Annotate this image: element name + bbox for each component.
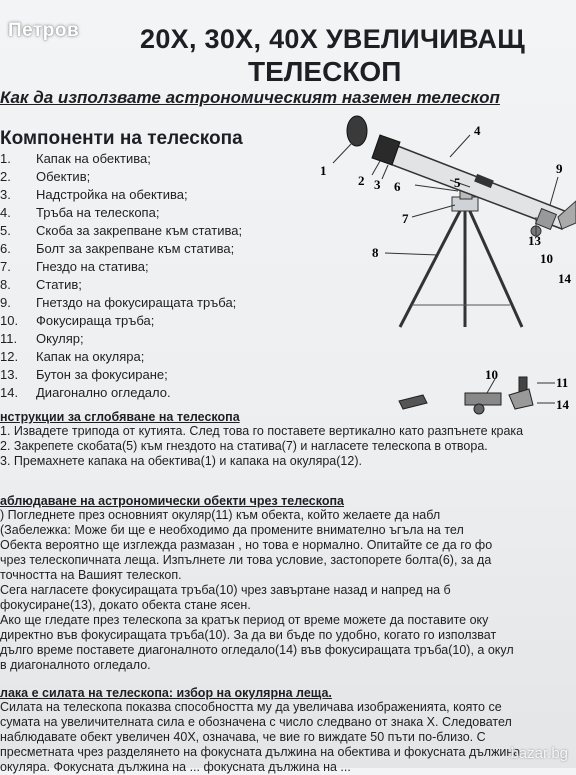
component-label: Бутон за фокусиране; <box>36 367 168 382</box>
component-item <box>0 222 242 240</box>
observation-line: директно във фокусиращата тръба(10). За да ви бъде по удобно, когато го използват <box>0 628 497 642</box>
component-item <box>0 204 242 222</box>
component-label: Статив; <box>36 277 82 292</box>
component-label: Диагонално огледало. <box>36 385 171 400</box>
diagram-label-2: 2 <box>358 173 365 188</box>
observation-line: ) Погледнете през основният окуляр(11) към обекта, който желаете да набл <box>0 508 441 522</box>
accessory-label-11: 11 <box>556 375 569 390</box>
component-number: 14. <box>0 385 19 400</box>
diagram-label-6: 6 <box>394 179 401 194</box>
diagram-label-14: 14 <box>558 271 571 286</box>
component-label: Болт за закрепване към статива; <box>36 241 235 256</box>
components-list <box>0 150 242 402</box>
assembly-line: 1. Извадете трипода от кутията. След това го поставете вертикално като разпънете крака <box>0 424 524 438</box>
component-number: 7. <box>0 259 11 274</box>
component-number: 3. <box>0 187 11 202</box>
observation-instructions <box>0 508 514 673</box>
component-label: Фокусираща тръба; <box>36 313 155 328</box>
component-item <box>0 258 242 276</box>
components-heading: Компоненти на телескопа <box>0 128 243 149</box>
component-number: 8. <box>0 277 11 292</box>
assembly-heading: нструкции за сглобяване на телескопа <box>0 410 240 424</box>
component-item <box>0 294 242 312</box>
observation-line: фокусиране(13), докато обекта стане ясен. <box>0 598 251 612</box>
component-number: 4. <box>0 205 11 220</box>
component-label: Надстройка на обектива; <box>36 187 188 202</box>
component-item <box>0 330 242 348</box>
component-label: Капак на окуляра; <box>36 349 145 364</box>
diagram-label-10: 10 <box>540 251 553 266</box>
diagram-label-13: 13 <box>528 233 541 248</box>
observation-line: точността на Вашият телескоп. <box>0 568 182 582</box>
diagram-label-1: 1 <box>320 163 327 178</box>
page-title-line2: ТЕЛЕСКОП <box>248 56 402 87</box>
document-subtitle: Как да използвате астрономическият наземен телескоп <box>0 88 500 107</box>
component-item <box>0 186 242 204</box>
component-item <box>0 240 242 258</box>
tripod-leg-right <box>468 207 522 327</box>
power-line: пресметната чрез разделянето на фокусната дължина на обектива и фокусната дължина <box>0 745 521 759</box>
power-line: Силата на телескопа показва способността му да увеличава изображенията, която се <box>0 700 502 714</box>
component-item <box>0 150 242 168</box>
telescope-diagram <box>300 105 576 405</box>
diagram-label-3: 3 <box>374 177 381 192</box>
diagram-label-4: 4 <box>474 123 481 138</box>
power-heading: лака е силата на телескопа: избор на окулярна леща. <box>0 686 332 700</box>
component-number: 2. <box>0 169 11 184</box>
component-item <box>0 348 242 366</box>
observation-line: (Забележка: Може би ще е необходимо да промените внимателно ъгъла на тел <box>0 523 464 537</box>
observation-heading: аблюдаване на астрономически обекти чрез телескопа <box>0 494 344 508</box>
focusing-tube-part <box>465 393 501 405</box>
component-number: 9. <box>0 295 11 310</box>
diagram-label-5: 5 <box>454 175 461 190</box>
page-title: 20X, 30X, 40X УВЕЛИЧИВАЩ <box>140 24 526 54</box>
component-number: 13. <box>0 367 19 382</box>
power-text <box>0 700 520 775</box>
assembly-line: 3. Премахнете капака на обектива(1) и капака на окуляра(12). <box>0 454 362 468</box>
observation-line: дълго време поставете диагоналното огледало(14) във фокусиращата тръба(10), а окул <box>0 643 514 657</box>
accessory-label-14: 14 <box>556 397 569 412</box>
component-item <box>0 312 242 330</box>
component-label: Гнетздо на фокусиращата тръба; <box>36 295 237 310</box>
component-number: 12. <box>0 349 19 364</box>
watermark: bazar.bg <box>510 745 568 762</box>
component-item <box>0 366 242 384</box>
diagram-label-9: 9 <box>556 161 563 176</box>
seller-name-badge: Петров <box>8 20 80 41</box>
lens-cap <box>347 116 367 146</box>
observation-line: в диагоналното огледало. <box>0 658 151 672</box>
diagram-label-7: 7 <box>402 211 409 226</box>
component-item <box>0 384 242 402</box>
component-label: Скоба за закрепване към статива; <box>36 223 243 238</box>
component-number: 6. <box>0 241 11 256</box>
component-label: Гнездо на статива; <box>36 259 149 274</box>
diagonal-mirror-small <box>399 395 427 409</box>
power-line: сумата на увеличителната сила е обозначена с число следвано от знака X. Следовател <box>0 715 512 729</box>
accessory-label-10: 10 <box>485 367 498 382</box>
assembly-instructions <box>0 424 523 469</box>
power-line: наблюдавате обект увеличен 40X, означава, че вие го виждате 50 пъти по-близо. С <box>0 730 486 744</box>
component-item <box>0 276 242 294</box>
observation-line: Сега нагласете фокусиращата тръба(10) чрез завъртане назад и напред на б <box>0 583 451 597</box>
observation-line: Ако ще гледате през телескопа за кратък период от време можете да поставите оку <box>0 613 489 627</box>
observation-line: Обекта вероятно ще изглежда размазан , но това е нормално. Опитайте се да го фо <box>0 538 493 552</box>
component-number: 5. <box>0 223 11 238</box>
diagram-label-8: 8 <box>372 245 379 260</box>
component-item <box>0 168 242 186</box>
component-number: 10. <box>0 313 19 328</box>
component-number: 11. <box>0 331 18 346</box>
assembly-line: 2. Закрепете скобата(5) към гнездото на статива(7) и нагласете телескопа в отвора. <box>0 439 488 453</box>
component-label: Капак на обектива; <box>36 151 151 166</box>
component-label: Окуляр; <box>36 331 84 346</box>
tripod-leg-left <box>400 207 462 327</box>
component-number: 1. <box>0 151 11 166</box>
component-label: Обектив; <box>36 169 91 184</box>
component-label: Тръба на телескопа; <box>36 205 160 220</box>
observation-line: чрез телескопичната леща. Изпълнете ли това условие, застопорете болта(6), за да <box>0 553 492 567</box>
accessories-diagram <box>395 365 576 425</box>
power-line: окуляра. Фокусната дължина на ... фокусната дължина на ... <box>0 760 351 774</box>
